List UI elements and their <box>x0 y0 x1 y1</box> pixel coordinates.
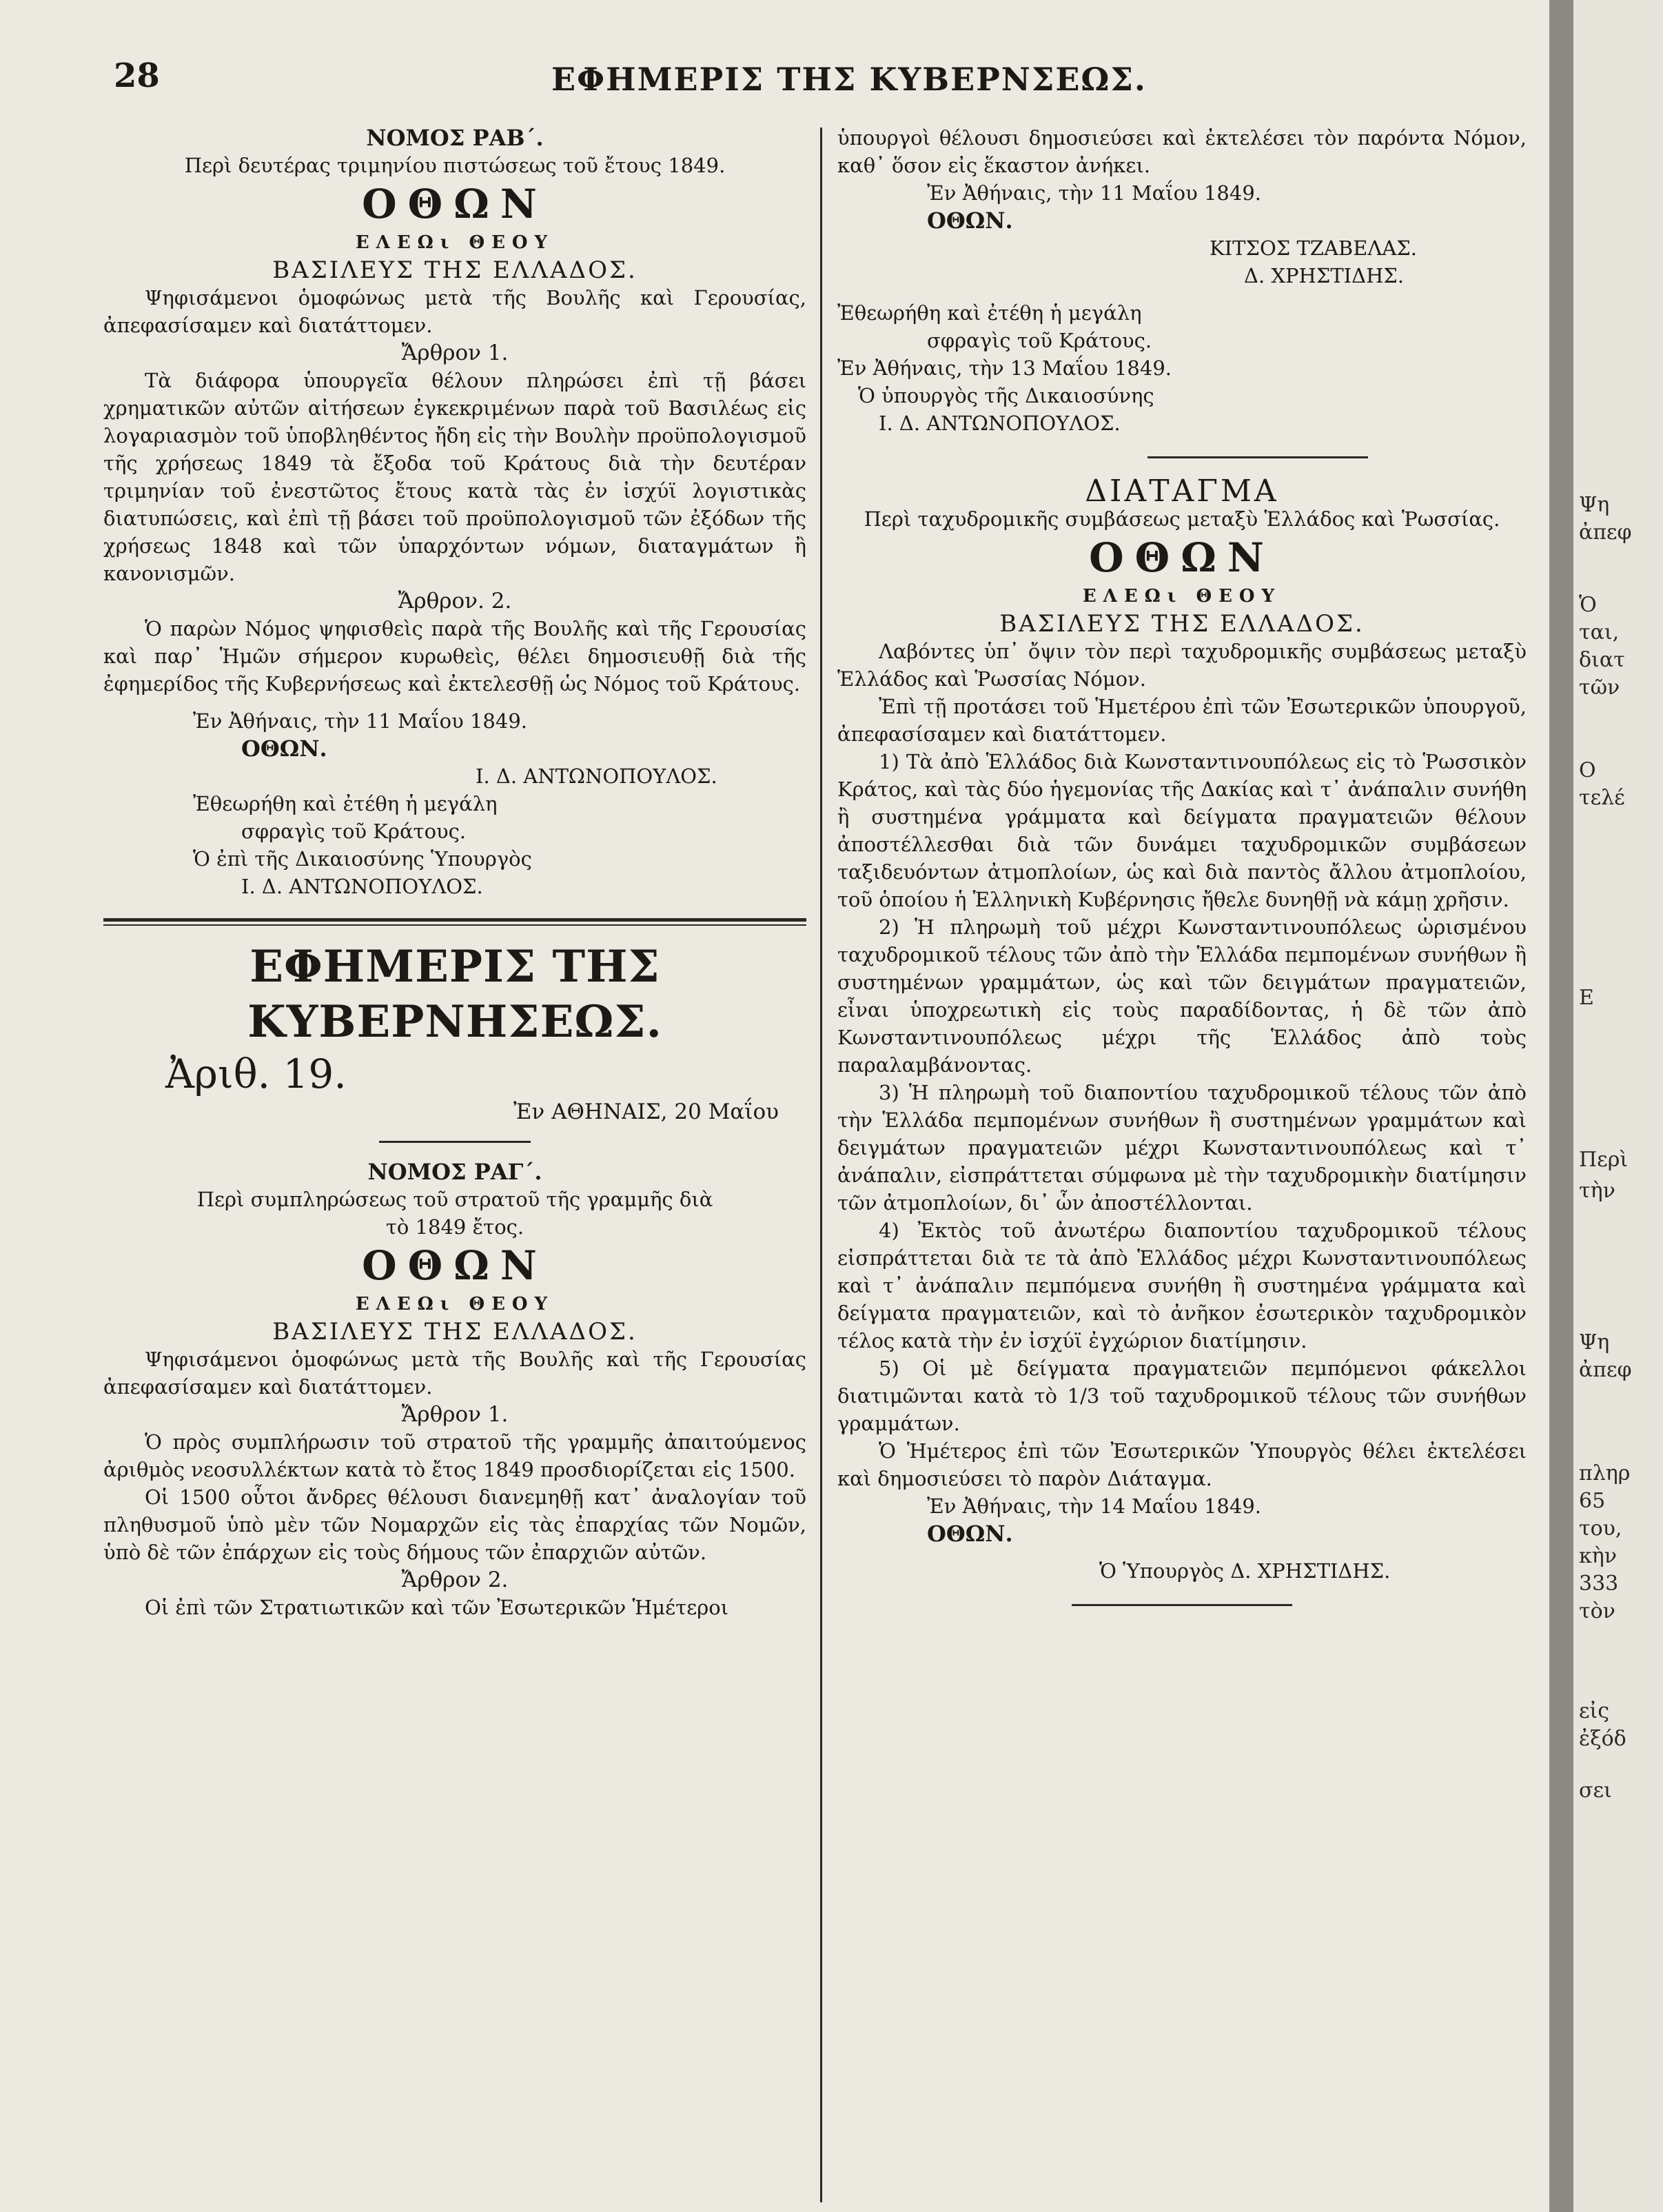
edge-fragment: εἰς <box>1579 1699 1610 1723</box>
seal-note: Ἐθεωρήθη καὶ ἐτέθη ἡ μεγάλη <box>193 792 498 815</box>
section-rule <box>103 918 806 922</box>
minister-title: Ὁ ὑπουργὸς τῆς Δικαιοσύνης <box>858 384 1154 407</box>
signature-king: ΟΘΩΝ. <box>241 735 327 762</box>
king-title: ΒΑΣΙΛΕΥΣ ΤΗΣ ΕΛΛΑΔΟΣ. <box>999 610 1365 638</box>
seal-note: σφραγὶς τοῦ Κράτους. <box>927 329 1152 352</box>
grace-line: ΕΛΕΩι ΘΕΟΥ <box>1082 586 1282 607</box>
king-name: ΟΘΩΝ <box>362 181 548 227</box>
law-subject: Περὶ δευτέρας τριμηνίου πιστώσεως τοῦ ἔτους 1849. <box>184 154 726 177</box>
edge-fragment: Ὁ <box>1579 593 1597 617</box>
minister-name: Ι. Δ. ΑΝΤΩΝΟΠΟΥΛΟΣ. <box>241 875 483 898</box>
edge-fragment: Ο <box>1579 758 1596 782</box>
preamble: Ψηφισάμενοι ὁμοφώνως μετὰ τῆς Βουλῆς καὶ τῆς Γερουσίας ἀπεφασίσαμεν καὶ διατάττομεν. <box>103 1348 806 1399</box>
page-gutter <box>1549 0 1573 2212</box>
edge-fragment: Ε <box>1579 986 1594 1010</box>
minister-title: Ὁ ἐπὶ τῆς Δικαιοσύνης Ὑπουργὸς <box>193 847 532 871</box>
law-heading: ΝΟΜΟΣ ΡΑΒ΄. <box>366 125 544 151</box>
article-heading: Ἄρθρον 1. <box>401 341 509 365</box>
decree-paragraph: 2) Ἡ πληρωμὴ τοῦ μέχρι Κωνσταντινουπόλεως ὡρισμένου ταχυδρομικοῦ τέλους τῶν ἀπὸ τὴν Ἑλλάδα πεμπομένων συνήθων ἢ συστημένων γραμμάτων, ὡς καὶ τῶν δειγμάτων πραγματειῶν, εἶναι ὑποχρεωτικὴ εἰς τοὺς παραδίδοντας, ἡ δὲ τῶν ἀπὸ Κωνσταντινουπόλεως μέχρι τῆς Ἑλλάδος ἀπὸ τοὺς παραλαμβάνοντας. <box>837 915 1527 1077</box>
decree-paragraph: Ὁ Ἡμέτερος ἐπὶ τῶν Ἐσωτερικῶν Ὑπουργὸς θέλει ἐκτελέσει καὶ δημοσιεύσει τὸ παρὸν Διάταγμα. <box>837 1439 1527 1490</box>
edge-fragment: του, <box>1579 1516 1622 1541</box>
decree-paragraph: 3) Ἡ πληρωμὴ τοῦ διαποντίου ταχυδρομικοῦ τέλους τῶν ἀπὸ τὴν Ἑλλάδα πεμπομένων συνήθων ἢ συστημένων γραμμάτων καὶ δειγμάτων πραγματειῶν μέχρι Κωνσταντινουπόλεως καὶ τ᾽ ἀνάπαλιν, εἰσπράττεται σύμφωνα μὲ τὴν ταχυδρομικὴν διατίμησιν τῶν ἀτμοπλοίων, δι᾽ ὧν ἀποστέλλονται. <box>837 1081 1527 1215</box>
edge-fragment: Ψη <box>1579 1330 1610 1354</box>
signature-minister: Δ. ΧΡΗΣΤΙΔΗΣ. <box>1244 264 1405 287</box>
preamble: Ψηφισάμενοι ὁμοφώνως μετὰ τῆς Βουλῆς καὶ Γερουσίας, ἀπεφασίσαμεν καὶ διατάττομεν. <box>103 286 806 337</box>
signature-minister: ΚΙΤΣΟΣ ΤΖΑΒΕΛΑΣ. <box>1210 236 1417 260</box>
article-text: Οἱ 1500 οὗτοι ἄνδρες θέλουσι διανεμηθῇ κατ᾽ ἀναλογίαν τοῦ πληθυσμοῦ ὑπὸ μὲν τῶν Νομαρχῶν εἰς τὰς ἐπαρχίας τῶν Νομῶν, ὑπὸ δὲ τῶν ἐπάρχων εἰς τοὺς δήμους τῶν ἐπαρχιῶν αὐτῶν. <box>103 1485 806 1564</box>
left-column <box>103 124 806 1621</box>
grace-line: ΕΛΕΩι ΘΕΟΥ <box>355 232 555 253</box>
edge-fragment: 333 <box>1579 1572 1619 1596</box>
date-line: Ἐν Ἀθήναις, τὴν 13 Μαΐου 1849. <box>837 356 1172 380</box>
masthead-title: ΕΦΗΜΕΡΙΣ ΤΗΣ ΚΥΒΕΡΝΗΣΕΩΣ. <box>247 941 662 1048</box>
edge-fragment: τὸν <box>1579 1599 1615 1623</box>
article-text: Ὁ παρὼν Νόμος ψηφισθεὶς παρὰ τῆς Βουλῆς καὶ τῆς Γερουσίας καὶ παρ᾽ Ἡμῶν σήμερον κυρωθεὶς, θέλει δημοσιευθῇ διὰ τῆς ἐφημερίδος τῆς Κυβερνήσεως καὶ ἐκτελεσθῇ ὡς Νόμος τοῦ Κράτους. <box>103 617 806 696</box>
right-column <box>837 124 1527 1625</box>
date-line: Ἐν Ἀθήναις, τὴν 14 Μαΐου 1849. <box>927 1494 1261 1518</box>
page-number: 28 <box>114 57 160 95</box>
minister-name: Ι. Δ. ΑΝΤΩΝΟΠΟΥΛΟΣ. <box>879 412 1121 435</box>
law-heading: ΝΟΜΟΣ ΡΑΓ΄. <box>367 1159 542 1185</box>
seal-note: Ἐθεωρήθη καὶ ἐτέθη ἡ μεγάλη <box>837 301 1142 325</box>
seal-note: σφραγὶς τοῦ Κράτους. <box>241 820 467 843</box>
divider <box>1072 1604 1292 1606</box>
section-rule <box>103 924 806 926</box>
signature-king: ΟΘΩΝ. <box>927 207 1013 234</box>
edge-fragment: κὴν <box>1579 1544 1617 1568</box>
decree-paragraph: Λαβόντες ὑπ᾽ ὄψιν τὸν περὶ ταχυδρομικῆς συμβάσεως μεταξὺ Ἑλλάδος καὶ Ῥωσσίας Νόμον. <box>837 640 1527 691</box>
edge-fragment: πληρ <box>1579 1461 1631 1485</box>
signature-king: ΟΘΩΝ. <box>927 1521 1013 1547</box>
decree-subject: Περὶ ταχυδρομικῆς συμβάσεως μεταξὺ Ἑλλάδος καὶ Ῥωσσίας. <box>864 507 1500 531</box>
edge-fragment: 65 <box>1579 1489 1606 1513</box>
edge-fragment: τὴν <box>1579 1179 1615 1203</box>
divider <box>379 1141 531 1143</box>
king-name: ΟΘΩΝ <box>1089 534 1275 581</box>
decree-paragraph: 5) Οἱ μὲ δείγματα πραγματειῶν πεμπόμενοι φάκελλοι διατιμῶνται κατὰ τὸ 1/3 τοῦ ταχυδρομικοῦ τέλους τῶν συνήθων γραμμάτων. <box>837 1357 1527 1435</box>
king-title: ΒΑΣΙΛΕΥΣ ΤΗΣ ΕΛΛΑΔΟΣ. <box>272 1318 637 1346</box>
edge-fragment: σει <box>1579 1778 1612 1803</box>
running-title: ΕΦΗΜΕΡΙΣ ΤΗΣ ΚΥΒΕΡΝΣΕΩΣ. <box>551 61 1147 98</box>
signature-minister: Ὁ Ὑπουργὸς Δ. ΧΡΗΣΤΙΔΗΣ. <box>1099 1559 1391 1583</box>
edge-fragment: Περὶ <box>1579 1148 1629 1172</box>
next-page-edge <box>1573 0 1663 2212</box>
divider <box>1147 456 1368 458</box>
article-heading: Ἄρθρον 1. <box>401 1402 509 1427</box>
decree-heading: ΔΙΑΤΑΓΜΑ <box>1085 474 1279 509</box>
edge-fragment: διατ <box>1579 648 1625 672</box>
issue-date: Ἐν ΑΘΗΝΑΙΣ, 20 Μαΐου <box>513 1099 779 1124</box>
edge-fragment: ἀπεφ <box>1579 520 1632 545</box>
edge-fragment: ἀπεφ <box>1579 1358 1632 1382</box>
edge-fragment: τελέ <box>1579 786 1625 810</box>
date-line: Ἐν Ἀθήναις, τὴν 11 Μαΐου 1849. <box>193 709 527 733</box>
decree-paragraph: 4) Ἐκτὸς τοῦ ἀνωτέρω διαποντίου ταχυδρομικοῦ τέλους εἰσπράττεται διὰ τε τὰ ἀπὸ Ἑλλάδος μέχρι Κωνσταντινουπόλεως καὶ τ᾽ ἀνάπαλιν πεμπόμενα συνήθη ἢ συστημένα γράμματα καὶ δείγματα πραγματειῶν, καὶ τὸ ἀνῆκον ἐσωτερικὸν ταχυδρομικὸν τέλος κατὰ τὴν ἐν ἰσχύϊ ἐγχώριον διατίμησιν. <box>837 1219 1527 1352</box>
article-text: Ὁ πρὸς συμπλήρωσιν τοῦ στρατοῦ τῆς γραμμῆς ἀπαιτούμενος ἀριθμὸς νεοσυλλέκτων κατὰ τὸ ἔτος 1849 προσδιορίζεται εἰς 1500. <box>103 1430 806 1481</box>
issue-number: Ἀριθ. 19. <box>165 1051 347 1097</box>
signature-minister: Ι. Δ. ΑΝΤΩΝΟΠΟΥΛΟΣ. <box>476 764 717 788</box>
king-title: ΒΑΣΙΛΕΥΣ ΤΗΣ ΕΛΛΑΔΟΣ. <box>272 256 637 284</box>
decree-paragraph: Ἐπὶ τῇ προτάσει τοῦ Ἡμετέρου ἐπὶ τῶν Ἐσωτερικῶν ὑπουργοῦ, ἀπεφασίσαμεν καὶ διατάττομεν. <box>837 695 1527 746</box>
continued-text: ὑπουργοὶ θέλουσι δημοσιεύσει καὶ ἐκτελέσει τὸν παρόντα Νόμον, καθ᾽ ὅσον εἰς ἕκαστον ἀνήκει. <box>837 126 1527 177</box>
column-divider <box>820 128 822 2202</box>
king-name: ΟΘΩΝ <box>362 1242 548 1289</box>
edge-fragment: ἐξόδ <box>1579 1727 1626 1751</box>
article-text: Τὰ διάφορα ὑπουργεῖα θέλουν πληρώσει ἐπὶ τῇ βάσει χρηματικῶν αὐτῶν αἰτήσεων ἐγκεκριμένων παρὰ τοῦ Βασιλέως εἰς λογαριασμὸν τοῦ ὑποβληθέντος ἤδη εἰς τὴν Βουλὴν προϋπολογισμοῦ τῆς χρήσεως 1849 τὰ ἔξοδα τοῦ Κράτους διὰ τὴν δευτέραν τριμηνίαν τοῦ ἐνεστῶτος ἔτους κατὰ τὰς ἐν ἰσχύϊ λογιστικὰς διατυπώσεις, καὶ ἐπὶ τῇ βάσει τοῦ προϋπολογισμοῦ τῶν ἐξόδων τῆς χρήσεως 1848 καὶ τῶν ὑπαρχόντων νόμων, διαταγμάτων ἢ κανονισμῶν. <box>103 369 806 585</box>
decree-paragraph: 1) Τὰ ἀπὸ Ἑλλάδος διὰ Κωνσταντινουπόλεως εἰς τὸ Ῥωσσικὸν Κράτος, καὶ τὰς δύο ἡγεμονίας τῆς Δακίας καὶ τ᾽ ἀνάπαλιν συνήθη ἢ συστημένα γράμματα καὶ δείγματα πραγματειῶν θέλουν ἀποστέλλεσθαι διὰ τῶν δυνάμει ταχυδρομικῶν συμβάσεων ταξιδευόντων ἀτμοπλοίων, ὡς καὶ διὰ παντὸς ἄλλου ἀτμοπλοίου, τοῦ ὁποίου ἡ Ἑλληνικὴ Κυβέρνησις ἤθελε δυνηθῇ νὰ κάμῃ χρῆσιν. <box>837 750 1527 911</box>
law-subject: Περὶ συμπληρώσεως τοῦ στρατοῦ τῆς γραμμῆς διὰ τὸ 1849 ἔτος. <box>196 1188 713 1239</box>
date-line: Ἐν Ἀθήναις, τὴν 11 Μαΐου 1849. <box>927 181 1261 205</box>
article-text: Οἱ ἐπὶ τῶν Στρατιωτικῶν καὶ τῶν Ἐσωτερικῶν Ἡμέτεροι <box>145 1596 729 1619</box>
edge-fragment: ται, <box>1579 620 1620 645</box>
edge-fragment: Ψη <box>1579 493 1610 517</box>
edge-fragment: τῶν <box>1579 676 1620 700</box>
article-heading: Ἄρθρον. 2. <box>398 589 512 613</box>
grace-line: ΕΛΕΩι ΘΕΟΥ <box>355 1294 555 1315</box>
article-heading: Ἄρθρον 2. <box>401 1567 509 1592</box>
